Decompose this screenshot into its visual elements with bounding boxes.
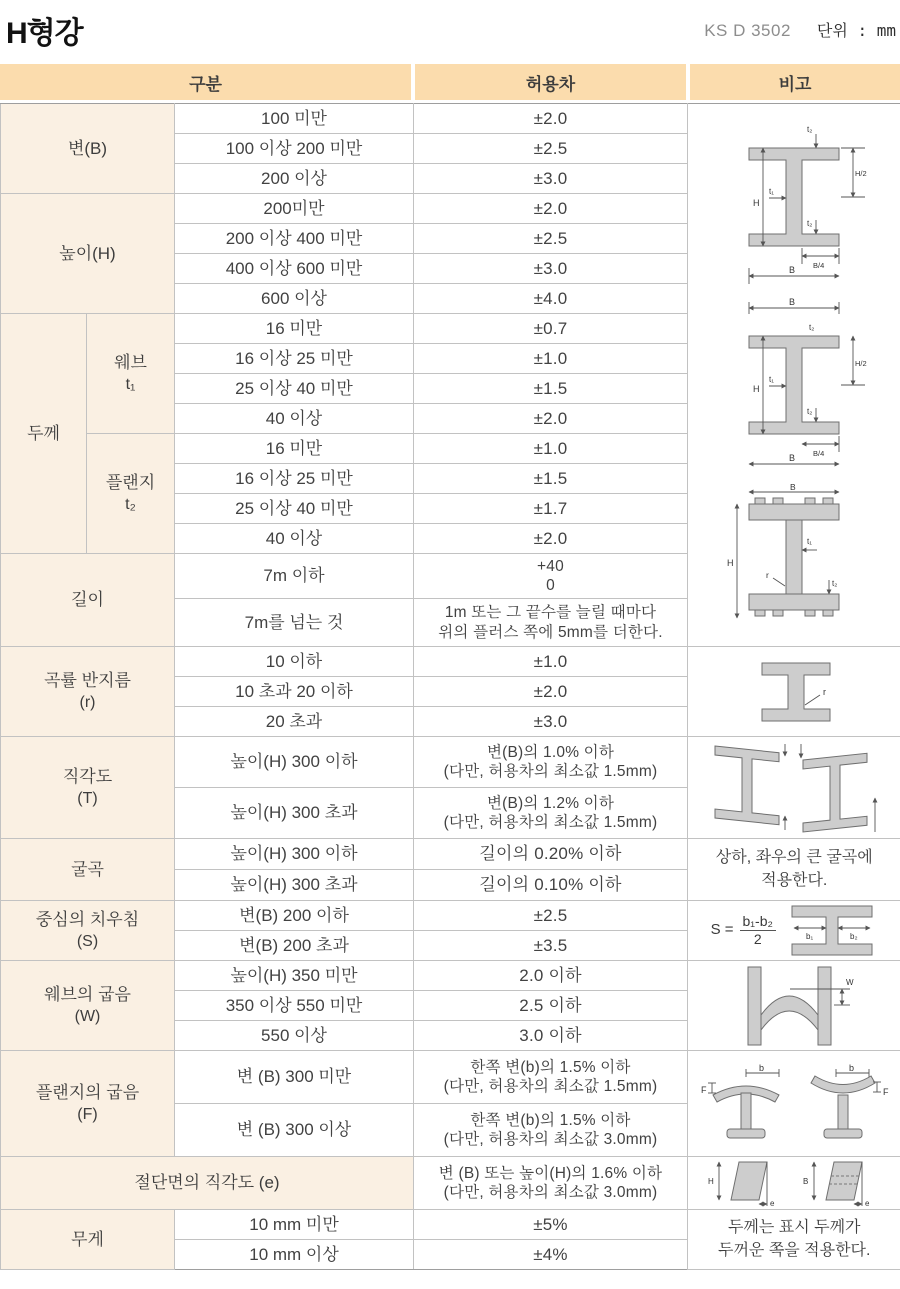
- remark-web-bend: [688, 961, 900, 1051]
- category-web-symbol: t₁: [125, 375, 136, 393]
- fillet-radius-diagram: [734, 651, 854, 733]
- condition-cell: 200 이상 400 미만: [175, 224, 414, 254]
- formula-denominator: 2: [753, 931, 762, 947]
- tolerance-line: 1m 또는 그 끝수를 늘릴 때마다: [444, 604, 657, 622]
- category-length: 길이: [1, 554, 175, 647]
- condition-cell: 변 (B) 300 이상: [175, 1104, 414, 1157]
- category-squareness-label: 직각도: [62, 767, 113, 787]
- formula-lhs: S =: [710, 921, 734, 939]
- tolerance-line: 한쪽 변(b)의 1.5% 이하: [470, 1111, 631, 1129]
- tolerance-cell: 3.0 이하: [414, 1021, 688, 1051]
- dim-label: t₁: [769, 187, 775, 196]
- tolerance-cell: [414, 554, 688, 599]
- remark-center-offset: [688, 901, 900, 961]
- tolerance-cell: ±2.5: [414, 134, 688, 164]
- column-header-remark: 비고: [690, 64, 900, 100]
- dim-label: t₁: [807, 537, 813, 546]
- category-center-offset-label: 중심의 치우침: [35, 910, 140, 930]
- dim-label: H: [708, 1177, 715, 1186]
- remark-cut-squareness: [688, 1157, 900, 1210]
- condition-cell: 높이(H) 300 초과: [175, 788, 414, 839]
- category-cut-squareness: 절단면의 직각도 (e): [1, 1157, 414, 1210]
- standard-code: KS D 3502: [704, 21, 791, 40]
- dim-label: B: [790, 482, 796, 492]
- tolerance-cell: ±2.0: [414, 677, 688, 707]
- tolerance-line: (다만, 허용차의 최소값 1.5mm): [443, 763, 658, 780]
- dim-label: t₂: [832, 579, 838, 588]
- category-center-offset-symbol: (S): [76, 932, 99, 950]
- tolerance-line: 변(B)의 1.0% 이하: [486, 743, 615, 761]
- remark-line: 두꺼운 쪽을 적용한다.: [718, 1241, 871, 1259]
- dim-label: B: [803, 1177, 809, 1186]
- dim-label: B: [789, 453, 796, 463]
- category-side: 변(B): [1, 104, 175, 194]
- tolerance-line: (다만, 허용차의 최소값 1.5mm): [443, 814, 658, 831]
- condition-cell: 높이(H) 300 초과: [175, 870, 414, 901]
- category-flange-label: 플랜지: [105, 473, 156, 493]
- dim-label: e: [770, 1199, 775, 1208]
- category-flange-bend: [1, 1051, 175, 1157]
- remark-line: 두께는 표시 두께가: [727, 1219, 861, 1237]
- tolerance-cell: 길이의 0.10% 이하: [414, 870, 688, 901]
- remark-fillet-radius: [688, 647, 900, 737]
- formula-numerator: b₁-b₂: [740, 914, 776, 931]
- condition-cell: 16 이상 25 미만: [175, 344, 414, 374]
- category-web-bend-label: 웨브의 굽음: [44, 985, 131, 1005]
- condition-cell: 200미만: [175, 194, 414, 224]
- tolerance-line: 위의 플러스 쪽에 5mm를 더한다.: [438, 623, 663, 641]
- tolerance-cell: 길이의 0.20% 이하: [414, 839, 688, 870]
- tolerance-line: 한쪽 변(b)의 1.5% 이하: [470, 1058, 631, 1076]
- condition-cell: 200 이상: [175, 164, 414, 194]
- tolerance-line: 0: [546, 577, 555, 594]
- header-meta: [704, 8, 898, 41]
- h-beam-section-diagram-2: [719, 294, 869, 474]
- category-radius: [1, 647, 175, 737]
- dim-label: H: [753, 198, 760, 208]
- tolerance-cell: ±1.0: [414, 434, 688, 464]
- tolerance-cell: [414, 737, 688, 788]
- condition-cell: 40 이상: [175, 524, 414, 554]
- condition-cell: 16 미만: [175, 434, 414, 464]
- category-weight: 무게: [1, 1210, 175, 1270]
- tolerance-cell: ±2.0: [414, 404, 688, 434]
- remark-line: 상하, 좌우의 큰 굴곡에: [715, 849, 873, 867]
- tolerance-cell: ±2.0: [414, 524, 688, 554]
- unit-label: 단위 : mm: [816, 21, 896, 40]
- tolerance-cell: ±2.0: [414, 194, 688, 224]
- category-flange: [87, 434, 175, 554]
- dim-label: t₂: [807, 407, 813, 416]
- tolerance-cell: ±1.7: [414, 494, 688, 524]
- tolerance-table: [0, 103, 900, 1270]
- category-flange-symbol: t₂: [125, 495, 136, 513]
- condition-cell: 10 mm 이상: [175, 1240, 414, 1270]
- dim-label: r: [766, 570, 770, 580]
- condition-cell: 높이(H) 300 이하: [175, 839, 414, 870]
- condition-cell: 높이(H) 300 이하: [175, 737, 414, 788]
- tolerance-cell: ±0.7: [414, 314, 688, 344]
- category-flange-bend-label: 플랜지의 굽음: [35, 1083, 140, 1103]
- tolerance-line: (다만, 허용차의 최소값 3.0mm): [443, 1131, 658, 1148]
- category-web-bend: [1, 961, 175, 1051]
- dim-label: r: [823, 686, 827, 697]
- category-thickness: 두께: [1, 314, 87, 554]
- tolerance-cell: [414, 1157, 688, 1210]
- condition-cell: 변 (B) 300 미만: [175, 1051, 414, 1104]
- dim-label: b: [849, 1062, 855, 1073]
- condition-cell: 7m 이하: [175, 554, 414, 599]
- condition-cell: 10 mm 미만: [175, 1210, 414, 1240]
- tolerance-line: +40: [537, 557, 564, 575]
- column-header-category: 구분: [0, 64, 411, 100]
- tolerance-cell: 2.0 이하: [414, 961, 688, 991]
- dim-label: B: [789, 297, 796, 307]
- remark-bend-note: [688, 839, 900, 901]
- dim-label: e: [865, 1199, 870, 1208]
- flange-bend-diagram: [699, 1059, 889, 1149]
- dim-label: H/2: [855, 359, 867, 368]
- dim-label: t₂: [807, 125, 813, 134]
- category-bend: 굴곡: [1, 839, 175, 901]
- tolerance-cell: 2.5 이하: [414, 991, 688, 1021]
- condition-cell: 25 이상 40 미만: [175, 494, 414, 524]
- tolerance-cell: ±2.5: [414, 901, 688, 931]
- condition-cell: 100 이상 200 미만: [175, 134, 414, 164]
- category-squareness: [1, 737, 175, 839]
- squareness-diagram: [699, 740, 889, 836]
- condition-cell: 7m를 넘는 것: [175, 599, 414, 647]
- page-header: [0, 0, 900, 58]
- tolerance-cell: ±3.0: [414, 254, 688, 284]
- condition-cell: 350 이상 550 미만: [175, 991, 414, 1021]
- category-flange-bend-symbol: (F): [77, 1105, 98, 1123]
- table-header-row: [0, 64, 900, 100]
- remark-line: 적용한다.: [761, 871, 828, 889]
- dim-label: B: [789, 265, 796, 275]
- dim-label: t₁: [769, 375, 775, 384]
- category-web-bend-symbol: (W): [74, 1007, 101, 1025]
- h-beam-ribbed-diagram: [719, 482, 869, 632]
- tolerance-cell: ±4%: [414, 1240, 688, 1270]
- tolerance-cell: ±1.5: [414, 374, 688, 404]
- condition-cell: 600 이상: [175, 284, 414, 314]
- category-radius-label: 곡률 반지름: [44, 671, 131, 691]
- center-offset-diagram: [786, 902, 878, 960]
- remark-squareness: [688, 737, 900, 839]
- category-radius-symbol: (r): [79, 693, 96, 711]
- tolerance-cell: ±1.0: [414, 647, 688, 677]
- category-center-offset: [1, 901, 175, 961]
- condition-cell: 16 미만: [175, 314, 414, 344]
- tolerance-cell: ±3.0: [414, 707, 688, 737]
- category-web: [87, 314, 175, 434]
- tolerance-line: 변 (B) 또는 높이(H)의 1.6% 이하: [438, 1164, 663, 1182]
- condition-cell: 변(B) 200 초과: [175, 931, 414, 961]
- dim-label: H: [753, 384, 760, 394]
- category-squareness-symbol: (T): [77, 789, 98, 807]
- dim-label: B/4: [813, 261, 825, 270]
- remark-flange-bend: [688, 1051, 900, 1157]
- dim-label: t₂: [809, 323, 815, 332]
- dim-label: W: [846, 977, 854, 987]
- web-bend-diagram: [724, 963, 864, 1049]
- condition-cell: 10 초과 20 이하: [175, 677, 414, 707]
- tolerance-cell: ±2.5: [414, 224, 688, 254]
- condition-cell: 16 이상 25 미만: [175, 464, 414, 494]
- dim-label: b₂: [849, 931, 858, 941]
- category-web-label: 웨브: [114, 353, 147, 373]
- dim-label: t₂: [807, 219, 813, 228]
- h-beam-section-diagram-1: [719, 118, 869, 286]
- condition-cell: 10 이하: [175, 647, 414, 677]
- tolerance-cell: [414, 1104, 688, 1157]
- condition-cell: 400 이상 600 미만: [175, 254, 414, 284]
- cut-squareness-diagram: [705, 1158, 883, 1208]
- condition-cell: 20 초과: [175, 707, 414, 737]
- dim-label: b₁: [805, 931, 814, 941]
- condition-cell: 변(B) 200 이하: [175, 901, 414, 931]
- remark-weight-note: [688, 1210, 900, 1270]
- condition-cell: 40 이상: [175, 404, 414, 434]
- tolerance-cell: ±3.5: [414, 931, 688, 961]
- condition-cell: 높이(H) 350 미만: [175, 961, 414, 991]
- tolerance-line: 변(B)의 1.2% 이하: [486, 794, 615, 812]
- dim-label: H: [727, 558, 734, 568]
- column-header-tolerance: 허용차: [415, 64, 686, 100]
- tolerance-cell: ±1.0: [414, 344, 688, 374]
- dim-label: F: [883, 1086, 889, 1097]
- dim-label: H/2: [855, 169, 867, 178]
- tolerance-line: (다만, 허용차의 최소값 3.0mm): [443, 1184, 658, 1201]
- dim-label: F: [701, 1084, 707, 1095]
- tolerance-cell: ±3.0: [414, 164, 688, 194]
- tolerance-cell: [414, 788, 688, 839]
- tolerance-cell: ±5%: [414, 1210, 688, 1240]
- condition-cell: 25 이상 40 미만: [175, 374, 414, 404]
- dim-label: B/4: [813, 449, 825, 458]
- remark-beam-diagrams: [688, 104, 900, 647]
- dim-label: b: [759, 1062, 765, 1073]
- page-title: H형강: [6, 17, 83, 50]
- center-offset-formula: [711, 914, 776, 946]
- tolerance-cell: [414, 1051, 688, 1104]
- tolerance-cell: ±4.0: [414, 284, 688, 314]
- category-height: 높이(H): [1, 194, 175, 314]
- condition-cell: 100 미만: [175, 104, 414, 134]
- tolerance-cell: [414, 599, 688, 647]
- tolerance-cell: ±2.0: [414, 104, 688, 134]
- tolerance-line: (다만, 허용차의 최소값 1.5mm): [443, 1078, 658, 1095]
- condition-cell: 550 이상: [175, 1021, 414, 1051]
- tolerance-cell: ±1.5: [414, 464, 688, 494]
